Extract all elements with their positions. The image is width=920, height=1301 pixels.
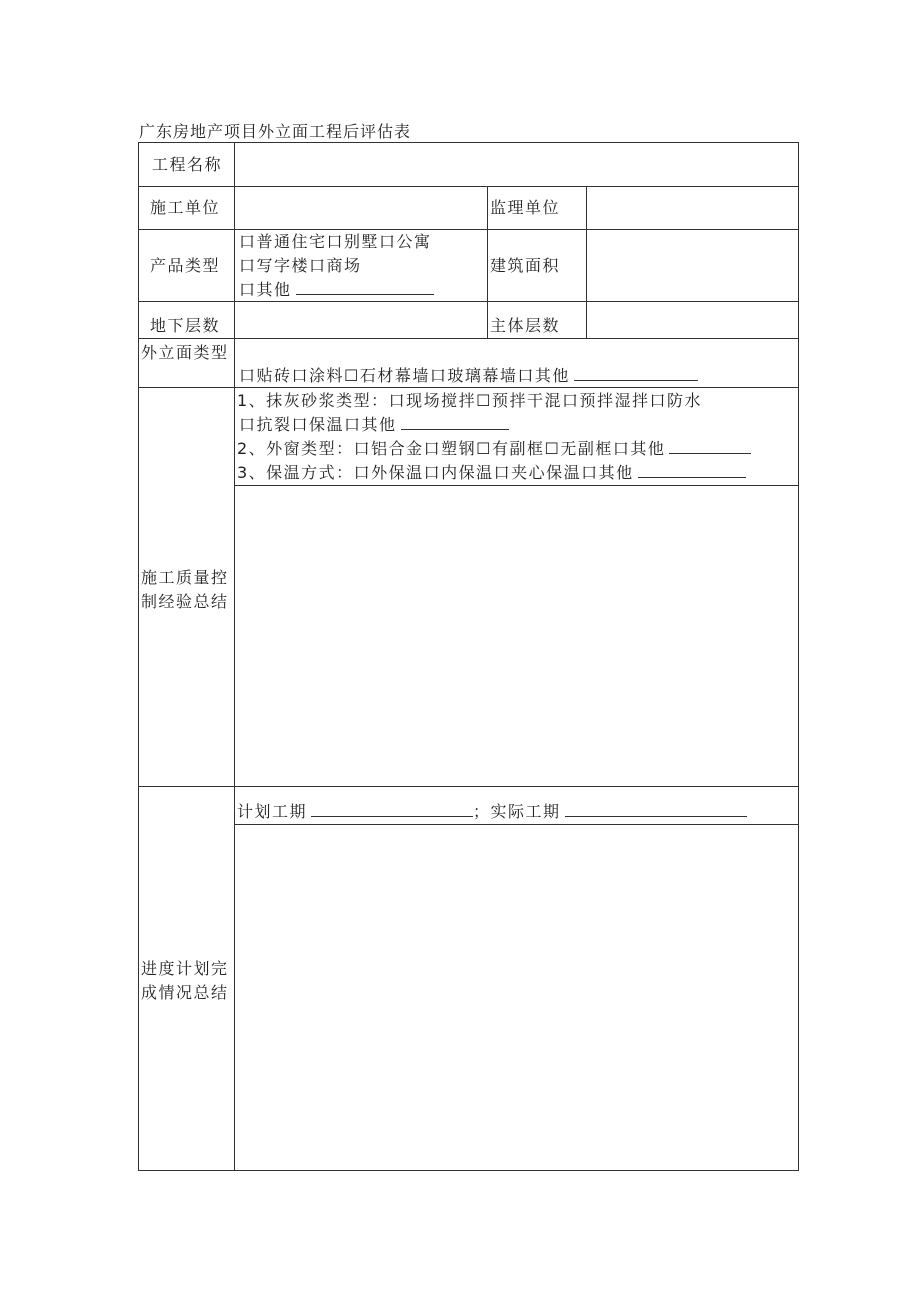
quality-summary-label-line2: 制经验总结 <box>141 592 229 611</box>
schedule-summary-label-line2: 成情况总结 <box>141 983 229 1002</box>
facade-type-other-blank[interactable] <box>574 366 698 381</box>
main-floors-field[interactable] <box>587 302 798 338</box>
supervision-unit-field[interactable] <box>587 187 798 229</box>
project-name-field[interactable] <box>235 143 798 186</box>
actual-period-blank[interactable] <box>565 802 747 817</box>
period-separator: ； <box>473 802 491 821</box>
insulation-method-options[interactable] <box>237 461 746 485</box>
actual-period-label: 实际工期 <box>490 802 561 821</box>
table-border-left <box>138 142 139 1171</box>
facade-type-options-text: 口贴砖口涂料☐石材幕墙口玻璃幕墙口其他 <box>239 366 570 385</box>
mortar-type-other-blank[interactable] <box>401 415 509 430</box>
row-divider <box>138 338 799 339</box>
schedule-summary-field[interactable] <box>235 825 798 1170</box>
facade-type-options[interactable] <box>239 364 698 388</box>
product-type-other-label: 口其他 <box>239 280 292 299</box>
document-title: 广东房地产项目外立面工程后评估表 <box>139 122 412 141</box>
product-type-label: 产品类型 <box>150 256 221 275</box>
insulation-method-other-blank[interactable] <box>638 463 746 478</box>
mortar-type-options-cont-text: 口抗裂口保温口其他 <box>239 415 397 434</box>
mortar-type-options-cont[interactable] <box>239 413 509 437</box>
quality-summary-label-line1: 施工质量控 <box>141 568 229 587</box>
product-type-other-blank[interactable] <box>296 280 434 295</box>
table-border-bottom <box>138 1170 799 1171</box>
underground-floors-field[interactable] <box>235 302 487 338</box>
supervision-unit-label: 监理单位 <box>490 198 561 217</box>
window-type-options-text: 2、外窗类型：口铝合金口塑钢☐有副框☐无副框口其他 <box>237 439 666 458</box>
product-type-other[interactable] <box>239 278 434 302</box>
window-type-options[interactable] <box>237 437 751 461</box>
mortar-type-options[interactable]: 1、抹灰砂浆类型：口现场搅拌☐预拌干混口预拌湿拌口防水 <box>237 391 703 410</box>
column-divider <box>487 186 488 338</box>
underground-floors-label: 地下层数 <box>150 316 221 335</box>
building-area-field[interactable] <box>587 230 798 301</box>
window-type-other-blank[interactable] <box>669 439 751 454</box>
insulation-method-options-text: 3、保温方式：口外保温口内保温口夹心保温口其他 <box>237 463 634 482</box>
quality-summary-field[interactable] <box>235 486 798 786</box>
product-type-options-line1[interactable]: 口普通住宅口别墅口公寓 <box>239 232 432 251</box>
construction-unit-label: 施工单位 <box>150 198 221 217</box>
schedule-summary-label-line1: 进度计划完 <box>141 959 229 978</box>
facade-type-label: 外立面类型 <box>141 343 229 362</box>
project-name-label: 工程名称 <box>152 155 223 174</box>
planned-period-label: 计划工期 <box>237 802 308 821</box>
building-area-label: 建筑面积 <box>490 256 561 275</box>
product-type-options-line2[interactable]: 口写字楼口商场 <box>239 256 362 275</box>
main-floors-label: 主体层数 <box>490 316 561 335</box>
row-divider <box>138 786 799 787</box>
table-border-right <box>798 142 799 1171</box>
construction-unit-field[interactable] <box>235 187 487 229</box>
planned-period-blank[interactable] <box>311 802 473 817</box>
schedule-periods[interactable] <box>237 800 747 824</box>
